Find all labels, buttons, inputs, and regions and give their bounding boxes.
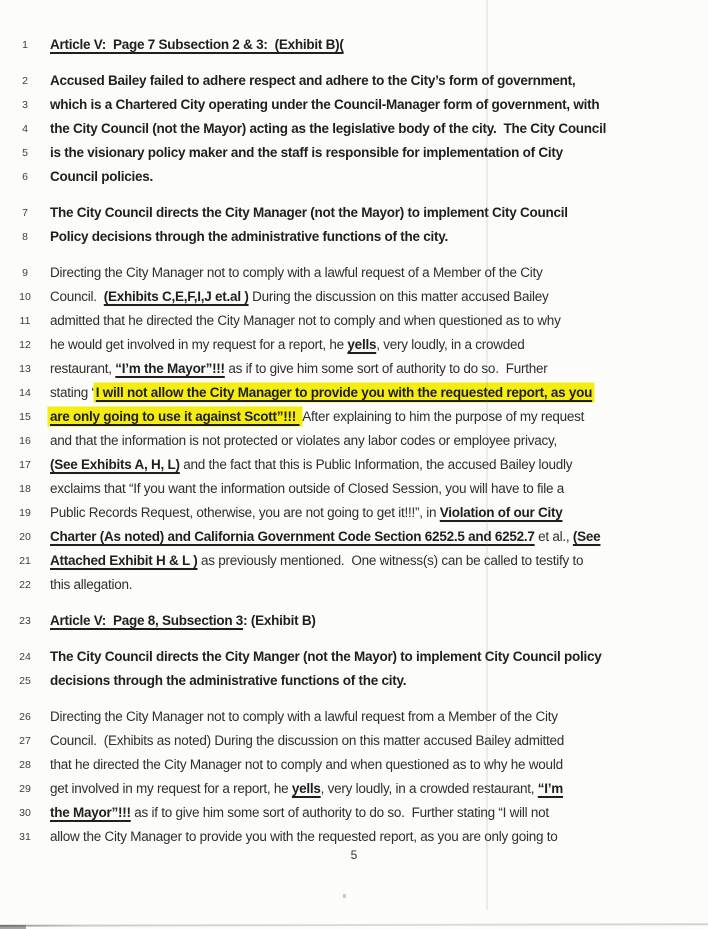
line-text <box>50 33 344 57</box>
text-run: as if to give him some sort of authority to do so. Further stating “I will not <box>130 805 549 820</box>
document-line <box>0 453 708 477</box>
line-number: 30 <box>19 807 31 819</box>
document-line <box>0 705 708 729</box>
document-line <box>0 825 708 849</box>
document-line <box>0 525 708 549</box>
scan-edge-artifact <box>0 923 708 926</box>
text-run: Council. <box>50 289 104 304</box>
text-run: Violation of our City <box>439 505 563 520</box>
text-run: the Mayor”!!! <box>50 805 131 820</box>
text-run: The City Council directs the City Manager (not the Mayor) to implement City Council <box>50 205 568 220</box>
page-number: 5 <box>350 848 358 862</box>
line-number: 21 <box>19 555 31 567</box>
line-number: 3 <box>22 99 28 111</box>
line-text <box>50 405 584 429</box>
document-line <box>0 261 708 285</box>
line-number: 20 <box>19 531 31 543</box>
line-text <box>50 477 564 501</box>
document-line <box>0 429 708 453</box>
line-number: 14 <box>19 387 31 399</box>
text-run: (See <box>572 529 601 544</box>
document-line <box>0 225 708 249</box>
line-number: 28 <box>19 759 31 771</box>
line-number: 17 <box>19 459 31 471</box>
text-run: “I’m <box>537 781 564 796</box>
highlighted-text-run: I will not allow the City Manager to provide you with the requested report, as you <box>95 385 593 400</box>
line-text <box>50 453 572 477</box>
text-run: , very loudly, in a crowded <box>376 337 525 352</box>
line-number: 23 <box>19 615 31 627</box>
line-text <box>50 825 558 849</box>
text-run: exclaims that “If you want the information outside of Closed Session, you will have to file a <box>50 481 565 496</box>
line-number: 29 <box>19 783 31 795</box>
text-run: : (Exhibit B) <box>243 613 316 628</box>
line-text <box>50 201 568 225</box>
text-run: (See Exhibits A, H, L) <box>50 457 180 472</box>
scan-speck-artifact <box>343 894 346 898</box>
text-run: Article V: Page 7 Subsection 2 & 3: (Exhibit B)( <box>50 37 344 52</box>
line-number: 11 <box>19 315 31 327</box>
document-line <box>0 477 708 501</box>
line-number: 27 <box>19 735 31 747</box>
line-text <box>50 729 564 753</box>
document-line <box>0 333 708 357</box>
line-text <box>50 333 525 357</box>
text-run: , very loudly, in a crowded restaurant, <box>320 781 538 796</box>
document-line <box>0 69 708 93</box>
document-line <box>0 141 708 165</box>
highlighted-text-run: are only going to use it against Scott”!!! <box>50 409 300 424</box>
text-run: allow the City Manager to provide you with the requested report, as you are only going to <box>50 829 558 844</box>
document-line <box>0 117 708 141</box>
line-number: 15 <box>19 411 31 423</box>
text-run: (Exhibits C,E,F,I,J et.al ) <box>103 289 249 304</box>
document-line <box>0 645 708 669</box>
line-text <box>50 669 406 693</box>
document-line <box>0 669 708 693</box>
document-line <box>0 801 708 825</box>
document-line <box>0 549 708 573</box>
line-text <box>50 645 602 669</box>
text-run: During the discussion on this matter accused Bailey <box>248 289 549 304</box>
document-line <box>0 165 708 189</box>
line-number: 1 <box>22 39 28 51</box>
line-text <box>50 225 448 249</box>
line-number: 16 <box>19 435 31 447</box>
text-run: and the fact that this is Public Information, the accused Bailey loudly <box>179 457 573 472</box>
document-line <box>0 729 708 753</box>
text-run: decisions through the administrative functions of the city. <box>50 673 407 688</box>
line-number: 6 <box>22 171 28 183</box>
document-line <box>0 501 708 525</box>
line-text <box>50 69 575 93</box>
text-run: admitted that he directed the City Manager not to comply and when questioned as to why <box>50 313 561 328</box>
line-text <box>50 357 547 381</box>
line-number: 8 <box>22 231 28 243</box>
text-run: is the visionary policy maker and the staff is responsible for implementation of City <box>50 145 563 160</box>
line-number: 2 <box>22 75 28 87</box>
line-number: 13 <box>19 363 31 375</box>
document-line <box>0 381 708 405</box>
text-run: which is a Chartered City operating under the Council-Manager form of government, with <box>50 97 600 112</box>
line-text <box>50 381 592 405</box>
line-text <box>50 309 561 333</box>
document-line <box>0 405 708 429</box>
line-text <box>50 141 563 165</box>
text-run: Attached Exhibit H & L ) <box>50 553 198 568</box>
line-number: 18 <box>19 483 31 495</box>
text-run: Policy decisions through the administrative functions of the city. <box>50 229 449 244</box>
line-text <box>50 573 132 597</box>
line-text <box>50 801 549 825</box>
line-number: 22 <box>19 579 31 591</box>
text-run: as previously mentioned. One witness(s) can be called to testify to <box>197 553 584 568</box>
document-line <box>0 573 708 597</box>
document-line <box>0 357 708 381</box>
text-run: Article V: Page 8, Subsection 3 <box>50 613 244 628</box>
text-run: he would get involved in my request for a report, he <box>50 337 348 352</box>
document-line <box>0 201 708 225</box>
document-line <box>0 93 708 117</box>
text-run: yells <box>291 781 321 796</box>
text-run: the City Council (not the Mayor) acting as the legislative body of the city. The City Council <box>50 121 607 136</box>
line-number: 26 <box>19 711 31 723</box>
line-number: 9 <box>22 267 28 279</box>
text-run: stating “ <box>50 385 96 400</box>
text-run: and that the information is not protected or violates any labor codes or employee privacy, <box>50 433 558 448</box>
line-number: 4 <box>22 123 28 135</box>
line-number: 10 <box>19 291 31 303</box>
line-text <box>50 525 600 549</box>
text-run: “I’m the Mayor”!!! <box>115 361 225 376</box>
text-run: restaurant, <box>50 361 116 376</box>
document-line <box>0 309 708 333</box>
document-line <box>0 285 708 309</box>
line-text <box>50 93 599 117</box>
line-text <box>50 117 606 141</box>
line-text <box>50 285 548 309</box>
text-run: Charter (As noted) and California Government Code Section 6252.5 and 6252.7 <box>50 529 535 544</box>
line-number: 5 <box>22 147 28 159</box>
document-line <box>0 753 708 777</box>
line-text <box>50 705 558 729</box>
scan-corner-artifact <box>0 925 26 929</box>
line-text <box>50 753 563 777</box>
text-run: Directing the City Manager not to comply with a lawful request from a Member of the City <box>50 709 558 724</box>
document-line <box>0 609 708 633</box>
text-run: yells <box>347 337 377 352</box>
text-run: et al., <box>534 529 573 544</box>
document-line <box>0 777 708 801</box>
line-text <box>50 429 557 453</box>
text-run: as if to give him some sort of authority to do so. Further <box>224 361 548 376</box>
line-text <box>50 777 563 801</box>
line-number: 19 <box>19 507 31 519</box>
line-text <box>50 549 583 573</box>
text-run: Directing the City Manager not to comply with a lawful request of a Member of the City <box>50 265 543 280</box>
line-text <box>50 261 542 285</box>
document-line <box>0 33 708 57</box>
line-text <box>50 609 316 633</box>
text-run: Public Records Request, otherwise, you are not going to get it!!!”, in <box>50 505 440 520</box>
line-number: 25 <box>19 675 31 687</box>
text-run: Accused Bailey failed to adhere respect and adhere to the City’s form of government, <box>50 73 576 88</box>
text-run: that he directed the City Manager not to comply and when questioned as to why he would <box>50 757 563 772</box>
text-run: get involved in my request for a report, he <box>50 781 292 796</box>
line-text <box>50 165 153 189</box>
text-run: this allegation. <box>50 577 133 592</box>
line-number: 31 <box>19 831 31 843</box>
line-number: 24 <box>19 651 31 663</box>
text-run: After explaining to him the purpose of my request <box>299 409 585 424</box>
text-run: Council. (Exhibits as noted) During the discussion on this matter accused Bailey admitted <box>50 733 565 748</box>
line-number: 7 <box>22 207 28 219</box>
text-run: Council policies. <box>50 169 154 184</box>
text-run: The City Council directs the City Manger (not the Mayor) to implement City Council policy <box>50 649 602 664</box>
line-text <box>50 501 562 525</box>
line-number: 12 <box>19 339 31 351</box>
